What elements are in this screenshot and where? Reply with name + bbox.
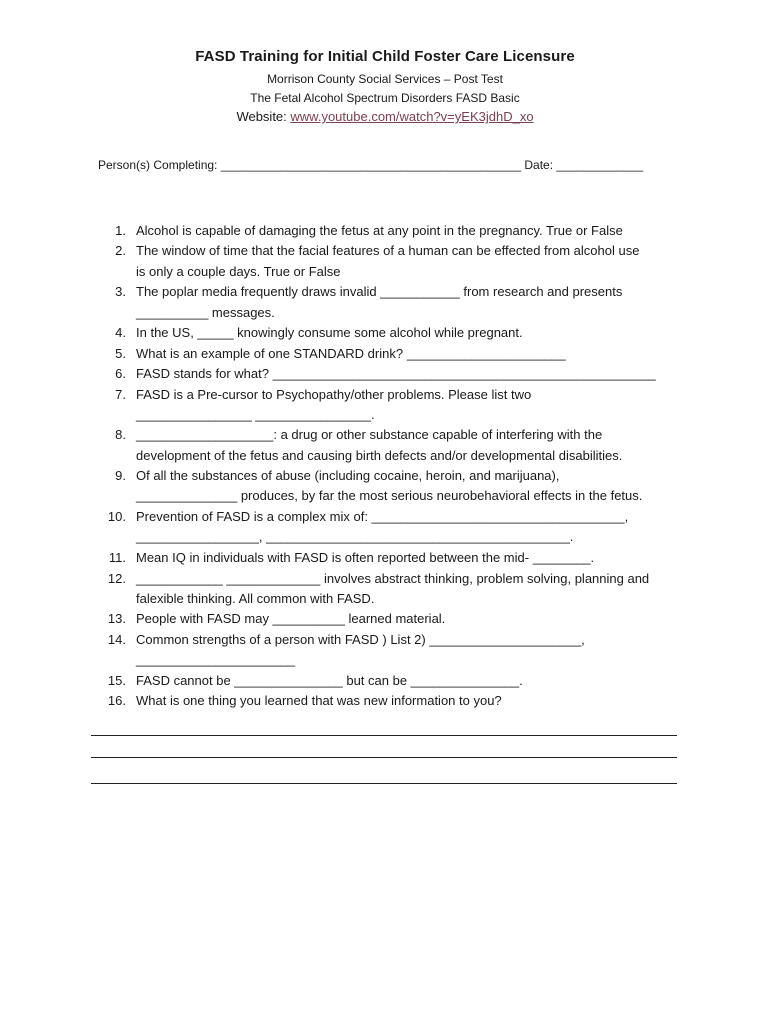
question-number: 6. [115, 366, 126, 381]
question-number: 11. [108, 550, 126, 565]
question-number: 2. [115, 243, 126, 258]
subtitle-agency: Morrison County Social Services – Post Test [267, 72, 503, 86]
question-text: The poplar media frequently draws invalid ___________ from research and presents [136, 284, 623, 299]
question-text: Prevention of FASD is a complex mix of: ___________________________________, [136, 509, 629, 524]
question-text-continued: _________________, __________________________________________. [136, 529, 574, 544]
question-text-continued: development of the fetus and causing birth defects and/or developmental disabilities. [136, 448, 623, 463]
question-number: 1. [115, 223, 126, 238]
question-text: The window of time that the facial features of a human can be effected from alcohol use [136, 243, 640, 258]
question-text: People with FASD may __________ learned material. [136, 611, 446, 626]
question-number: 13. [107, 611, 126, 626]
question-number: 4. [115, 325, 126, 340]
answer-line[interactable] [91, 783, 677, 784]
question-number: 7. [115, 387, 126, 402]
question-number: 9. [115, 468, 126, 483]
question-text-continued: ______________________ [136, 652, 296, 667]
question-text: Of all the substances of abuse (including cocaine, heroin, and marijuana), [136, 468, 560, 483]
subtitle-course: The Fetal Alcohol Spectrum Disorders FASD Basic [250, 91, 520, 105]
question-number: 8. [115, 427, 126, 442]
question-number: 14. [107, 632, 126, 647]
question-text: Common strengths of a person with FASD ) List 2) _____________________, [136, 632, 585, 647]
website-label: Website: [236, 109, 291, 124]
question-text: ___________________: a drug or other substance capable of interfering with the [136, 427, 603, 442]
question-number: 12. [107, 571, 126, 586]
answer-line[interactable] [91, 757, 677, 758]
person-completing-line[interactable]: Person(s) Completing: _____________________________________________ Date: _____________ [98, 158, 644, 172]
question-number: 5. [115, 346, 126, 361]
question-number: 16. [107, 693, 126, 708]
question-text-continued: is only a couple days. True or False [136, 264, 341, 279]
question-text-continued: ______________ produces, by far the most serious neurobehavioral effects in the fetus. [136, 488, 643, 503]
answer-line[interactable] [91, 735, 677, 736]
question-text: What is an example of one STANDARD drink? ______________________ [136, 346, 566, 361]
question-text: Mean IQ in individuals with FASD is often reported between the mid- ________. [136, 550, 595, 565]
question-text-continued: __________ messages. [136, 305, 275, 320]
question-text-continued: ________________ ________________. [136, 407, 375, 422]
question-number: 3. [115, 284, 126, 299]
question-text-continued: falexible thinking. All common with FASD. [136, 591, 375, 606]
question-text: In the US, _____ knowingly consume some alcohol while pregnant. [136, 325, 523, 340]
question-text: What is one thing you learned that was new information to you? [136, 693, 502, 708]
question-number: 10. [107, 509, 126, 524]
website-line [0, 109, 770, 124]
question-text: FASD is a Pre-cursor to Psychopathy/other problems. Please list two [136, 387, 532, 402]
question-text: Alcohol is capable of damaging the fetus at any point in the pregnancy. True or False [136, 223, 623, 238]
question-text: FASD cannot be _______________ but can be _______________. [136, 673, 523, 688]
website-link[interactable]: www.youtube.com/watch?v=yEK3jdhD_xo [290, 109, 534, 124]
page-title: FASD Training for Initial Child Foster Care Licensure [195, 48, 575, 65]
question-number: 15. [107, 673, 126, 688]
question-text: ____________ _____________ involves abstract thinking, problem solving, planning and [136, 571, 650, 586]
question-text: FASD stands for what? _____________________________________________________ [136, 366, 656, 381]
